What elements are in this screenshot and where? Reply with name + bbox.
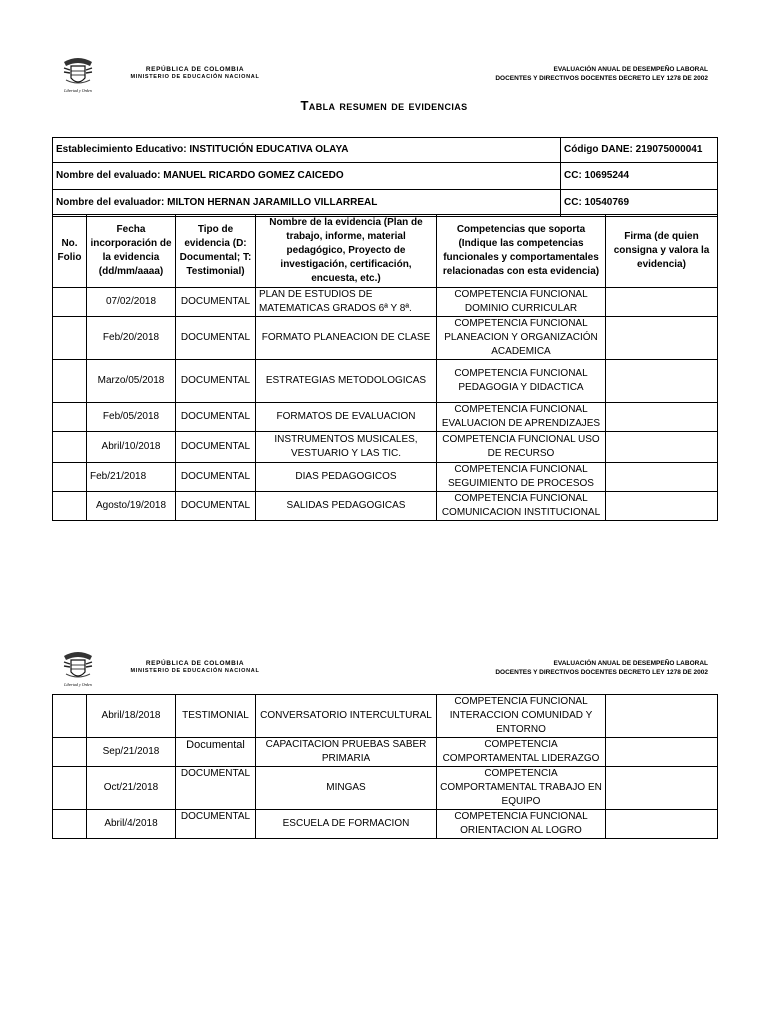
competency-cell: COMPETENCIA COMPORTAMENTAL TRABAJO EN EQUIPO [437, 767, 606, 810]
competency-cell: COMPETENCIA FUNCIONAL DOMINIO CURRICULAR [437, 288, 606, 317]
signature-cell [606, 738, 718, 767]
header-folio: No. Folio [53, 215, 87, 288]
date-cell: Abril/18/2018 [87, 695, 176, 738]
evidence-table-continued [52, 694, 718, 839]
evaluator-name-cell: Nombre del evaluador: MILTON HERNAN JARAMILLO VILLARREAL [53, 190, 561, 217]
right-header [495, 66, 708, 82]
table-row [53, 360, 718, 403]
date-cell: Feb/21/2018 [87, 463, 176, 492]
signature-cell [606, 288, 718, 317]
evidence-table [52, 214, 718, 521]
table-row [53, 317, 718, 360]
type-cell: DOCUMENTAL [176, 288, 256, 317]
signature-cell [606, 767, 718, 810]
table-row [53, 432, 718, 463]
date-cell: Agosto/19/2018 [87, 492, 176, 521]
table-row [53, 810, 718, 839]
table-row [53, 403, 718, 432]
evaluation-label: EVALUACIÓN ANUAL DE DESEMPEÑO LABORAL [553, 660, 708, 667]
table-row [53, 288, 718, 317]
evaluated-name-cell: Nombre del evaluado: MANUEL RICARDO GOMEZ CAICEDO [53, 163, 561, 190]
type-cell: Documental [176, 738, 256, 767]
evidence-name-cell: ESCUELA DE FORMACION [256, 810, 437, 839]
competency-cell: COMPETENCIA FUNCIONAL INTERACCION COMUNIDAD Y ENTORNO [437, 695, 606, 738]
type-cell: DOCUMENTAL [176, 360, 256, 403]
logo-motto: Libertad y Orden [64, 682, 92, 687]
signature-cell [606, 432, 718, 463]
evidence-name-cell: CONVERSATORIO INTERCULTURAL [256, 695, 437, 738]
type-cell: DOCUMENTAL [176, 767, 256, 810]
folio-cell [53, 695, 87, 738]
table-row [53, 695, 718, 738]
competency-cell: COMPETENCIA FUNCIONAL USO DE RECURSO [437, 432, 606, 463]
page-header-2 [0, 650, 768, 690]
ministry-label: MINISTERIO DE EDUCACIÓN NACIONAL [130, 74, 260, 80]
evidence-name-cell: INSTRUMENTOS MUSICALES, VESTUARIO Y LAS TIC. [256, 432, 437, 463]
info-table [52, 137, 718, 217]
competency-cell: COMPETENCIA FUNCIONAL ORIENTACION AL LOGRO [437, 810, 606, 839]
republic-label: REPÚBLICA DE COLOMBIA [145, 660, 245, 667]
right-header [495, 660, 708, 676]
evaluator-cc-cell: CC: 10540769 [561, 190, 718, 217]
header-signature: Firma (de quien consigna y valora la evidencia) [606, 215, 718, 288]
evidence-name-cell: CAPACITACION PRUEBAS SABER PRIMARIA [256, 738, 437, 767]
folio-cell [53, 463, 87, 492]
competency-cell: COMPETENCIA FUNCIONAL COMUNICACION INSTITUCIONAL [437, 492, 606, 521]
logo-motto: Libertad y Orden [64, 88, 92, 93]
left-header [100, 660, 290, 674]
info-row-evaluator [53, 190, 718, 217]
date-cell: Sep/21/2018 [87, 738, 176, 767]
header-type: Tipo de evidencia (D: Documental; T: Testimonial) [176, 215, 256, 288]
date-cell: Oct/21/2018 [87, 767, 176, 810]
header-date: Fecha incorporación de la evidencia (dd/mm/aaaa) [87, 215, 176, 288]
folio-cell [53, 432, 87, 463]
dane-code-cell: Código DANE: 219075000041 [561, 138, 718, 163]
table-row [53, 767, 718, 810]
signature-cell [606, 403, 718, 432]
folio-cell [53, 810, 87, 839]
ministry-label: MINISTERIO DE EDUCACIÓN NACIONAL [130, 668, 260, 674]
type-cell: DOCUMENTAL [176, 432, 256, 463]
date-cell: Abril/4/2018 [87, 810, 176, 839]
establishment-cell: Establecimiento Educativo: INSTITUCIÓN EDUCATIVA OLAYA [53, 138, 561, 163]
folio-cell [53, 492, 87, 521]
evidence-name-cell: PLAN DE ESTUDIOS DE MATEMATICAS GRADOS 6ª Y 8ª. [256, 288, 437, 317]
header-competencies: Competencias que soporta (Indique las competencias funcionales y comportamentales relacionadas con esta evidencia) [437, 215, 606, 288]
decree-label: DOCENTES Y DIRECTIVOS DOCENTES DECRETO LEY 1278 DE 2002 [495, 75, 708, 82]
type-cell: DOCUMENTAL [176, 463, 256, 492]
table-row [53, 492, 718, 521]
competency-cell: COMPETENCIA COMPORTAMENTAL LIDERAZGO [437, 738, 606, 767]
coat-of-arms-icon [60, 650, 96, 682]
info-row-establishment [53, 138, 718, 163]
info-row-evaluated [53, 163, 718, 190]
competency-cell: COMPETENCIA FUNCIONAL SEGUIMIENTO DE PROCESOS [437, 463, 606, 492]
folio-cell [53, 317, 87, 360]
evidence-name-cell: ESTRATEGIAS METODOLOGICAS [256, 360, 437, 403]
folio-cell [53, 360, 87, 403]
signature-cell [606, 317, 718, 360]
table-row [53, 738, 718, 767]
signature-cell [606, 492, 718, 521]
table-row [53, 463, 718, 492]
folio-cell [53, 767, 87, 810]
competency-cell: COMPETENCIA FUNCIONAL PLANEACION Y ORGANIZACIÓN ACADEMICA [437, 317, 606, 360]
evidence-name-cell: SALIDAS PEDAGOGICAS [256, 492, 437, 521]
folio-cell [53, 403, 87, 432]
type-cell: DOCUMENTAL [176, 317, 256, 360]
decree-label: DOCENTES Y DIRECTIVOS DOCENTES DECRETO LEY 1278 DE 2002 [495, 669, 708, 676]
evaluation-label: EVALUACIÓN ANUAL DE DESEMPEÑO LABORAL [553, 66, 708, 73]
coat-of-arms-icon [60, 56, 96, 88]
date-cell: Feb/20/2018 [87, 317, 176, 360]
evidence-name-cell: DIAS PEDAGOGICOS [256, 463, 437, 492]
coat-of-arms-logo [60, 56, 96, 96]
signature-cell [606, 810, 718, 839]
competency-cell: COMPETENCIA FUNCIONAL EVALUACION DE APRENDIZAJES [437, 403, 606, 432]
competency-cell: COMPETENCIA FUNCIONAL PEDAGOGIA Y DIDACTICA [437, 360, 606, 403]
date-cell: Abril/10/2018 [87, 432, 176, 463]
evidence-name-cell: FORMATO PLANEACION DE CLASE [256, 317, 437, 360]
folio-cell [53, 288, 87, 317]
evidence-name-cell: FORMATOS DE EVALUACION [256, 403, 437, 432]
republic-label: REPÚBLICA DE COLOMBIA [145, 66, 245, 73]
type-cell: DOCUMENTAL [176, 403, 256, 432]
folio-cell [53, 738, 87, 767]
evidence-name-cell: MINGAS [256, 767, 437, 810]
signature-cell [606, 463, 718, 492]
left-header [100, 66, 290, 80]
signature-cell [606, 360, 718, 403]
date-cell: 07/02/2018 [87, 288, 176, 317]
type-cell: DOCUMENTAL [176, 810, 256, 839]
evaluated-cc-cell: CC: 10695244 [561, 163, 718, 190]
type-cell: DOCUMENTAL [176, 492, 256, 521]
signature-cell [606, 695, 718, 738]
header-name: Nombre de la evidencia (Plan de trabajo, informe, material pedagógico, Proyecto de investigación, certificación, encuesta, etc.) [256, 215, 437, 288]
date-cell: Feb/05/2018 [87, 403, 176, 432]
table-header-row [53, 215, 718, 288]
page-header [0, 56, 768, 96]
date-cell: Marzo/05/2018 [87, 360, 176, 403]
coat-of-arms-logo [60, 650, 96, 690]
page-title: Tabla resumen de evidencias [300, 98, 468, 113]
type-cell: TESTIMONIAL [176, 695, 256, 738]
